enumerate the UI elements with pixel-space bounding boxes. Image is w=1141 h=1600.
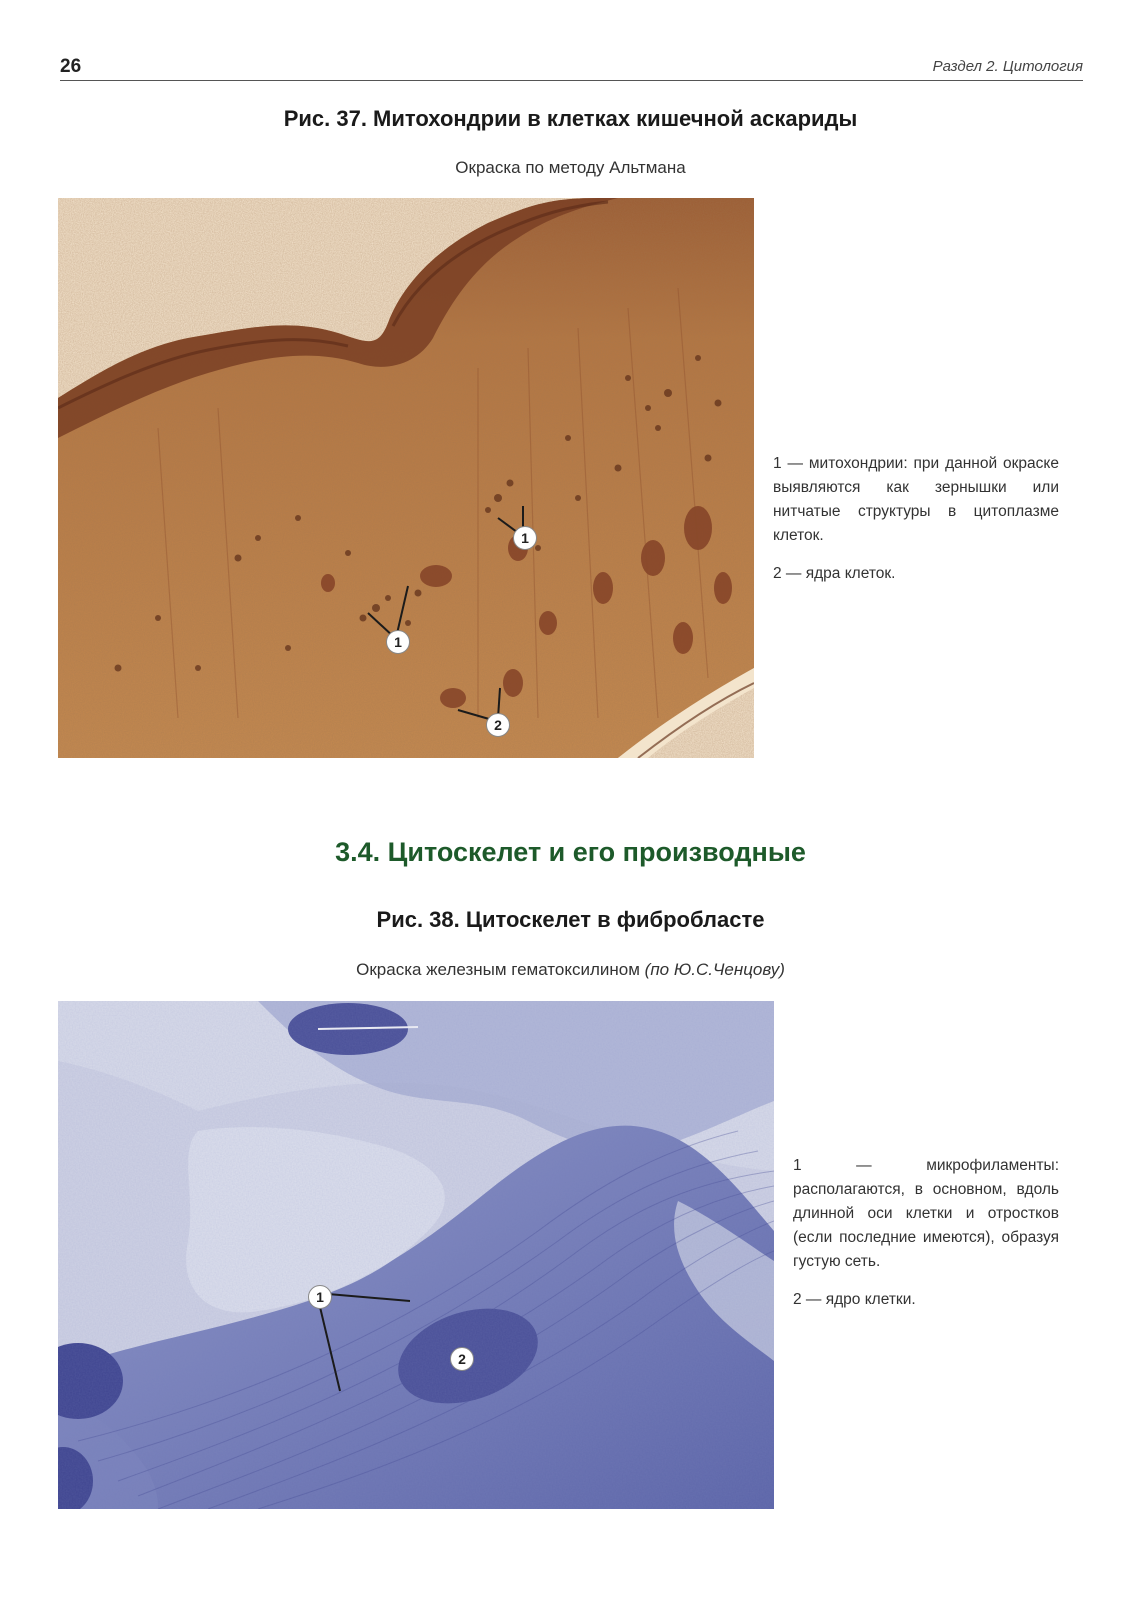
figure-37-micrograph	[58, 198, 754, 758]
figure-38-title: Рис. 38. Цитоскелет в фибробласте	[376, 907, 765, 932]
legend-item: 2 — ядро клетки.	[793, 1291, 916, 1308]
figure-37-marker: 1	[513, 526, 537, 550]
page-number: 26	[60, 56, 82, 77]
figure-37-legend	[773, 452, 1059, 600]
legend-item: 1 — микрофиламенты: располагаются, в основном, вдоль длинной оси клетки и отростков (если последние имеются), образуя густую сеть.	[793, 1157, 1059, 1270]
figure-38-subtitle	[0, 960, 1141, 980]
figure-37-marker: 1	[386, 630, 410, 654]
figure-37-title: Рис. 37. Митохондрии в клетках кишечной аскариды	[283, 106, 858, 131]
header-rule	[60, 80, 1083, 81]
legend-item: 1 — митохондрии: при данной окраске выявляются как зернышки или нитчатые структуры в цитоплазме клеток.	[773, 455, 1059, 544]
section-title: 3.4. Цитоскелет и его производные	[335, 837, 806, 867]
figure-38-marker: 2	[450, 1347, 474, 1371]
legend-item: 2 — ядра клеток.	[773, 565, 896, 582]
figure-38-subtitle-author: (по Ю.С.Ченцову)	[644, 960, 785, 979]
figure-37-subtitle: Окраска по методу Альтмана	[455, 158, 686, 177]
running-title: Раздел 2. Цитология	[932, 58, 1083, 75]
figure-38-marker: 1	[308, 1285, 332, 1309]
figure-37-marker: 2	[486, 713, 510, 737]
figure-38-subtitle-main: Окраска железным гематоксилином	[356, 960, 645, 979]
figure-38-legend	[793, 1154, 1059, 1326]
figure-38-micrograph	[58, 1001, 774, 1509]
